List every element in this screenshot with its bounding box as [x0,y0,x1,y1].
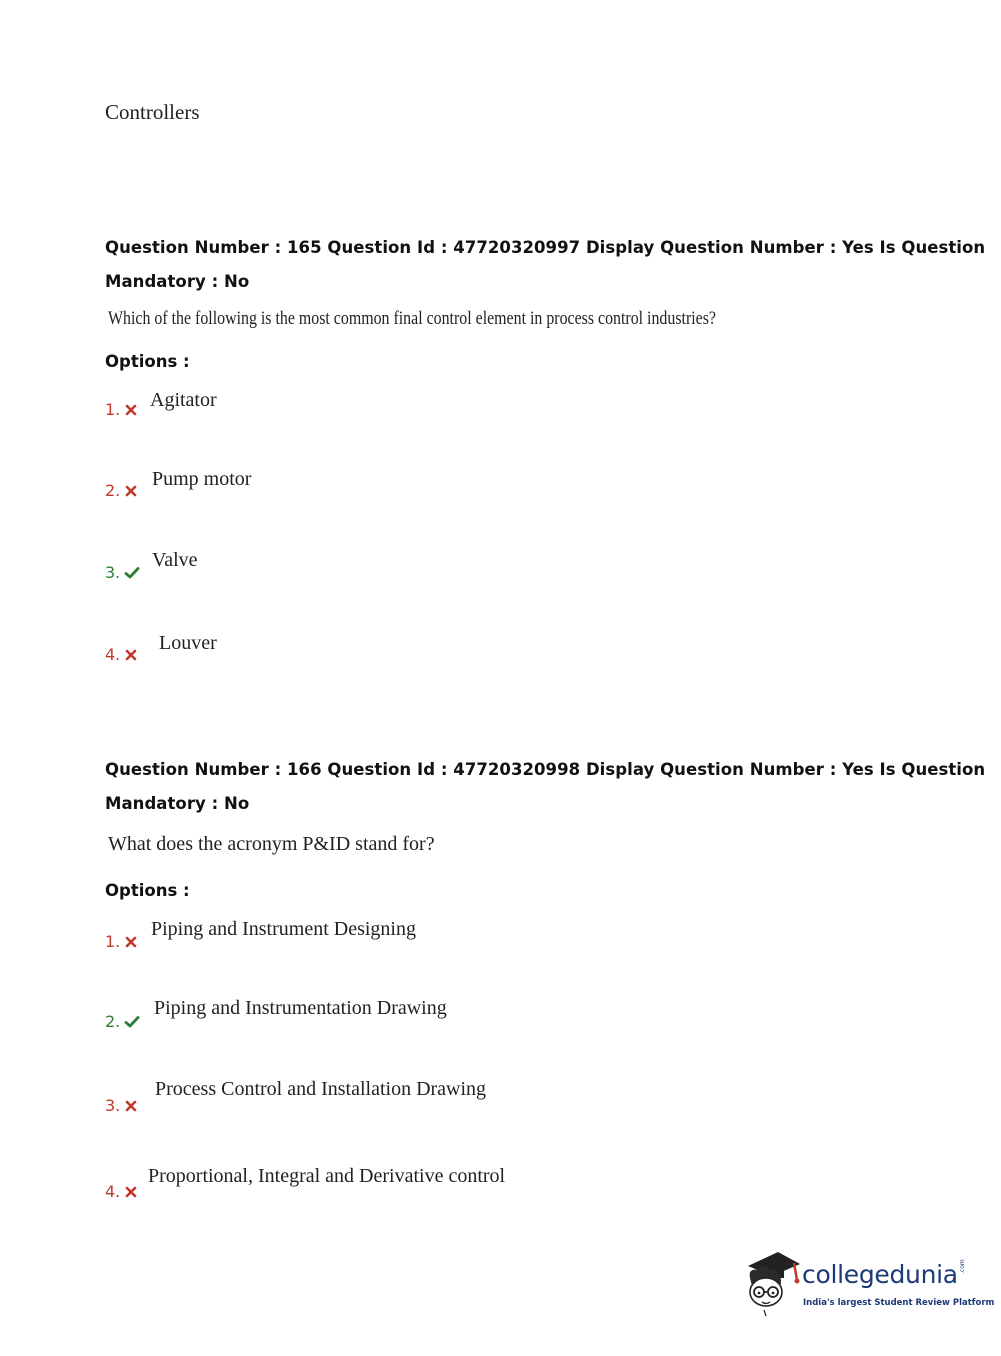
option-number [105,481,138,500]
option-number-label: 4. [105,1182,121,1201]
question-text: What does the acronym P&ID stand for? [108,833,435,855]
option-number-label: 2. [105,481,121,500]
option-number [105,1012,138,1031]
option-number-label: 1. [105,932,121,951]
cross-icon [124,935,138,949]
option-number-label: 3. [105,1096,121,1115]
option-text: Valve [152,549,198,571]
option-number [105,645,138,664]
option-text: Process Control and Installation Drawing [155,1078,487,1100]
options-label: Options : [105,881,190,900]
option-text: Proportional, Integral and Derivative control [148,1165,506,1187]
question-header-line1: Question Number : 166 Question Id : 47720320998 Display Question Number : Yes Is Question [105,760,986,779]
logo-tagline: India's largest Student Review Platform [803,1298,995,1308]
cross-icon [124,403,138,417]
option-number-label: 3. [105,563,121,582]
question-header-line2: Mandatory : No [105,794,250,813]
question-header-line2: Mandatory : No [105,272,250,291]
option-text: Agitator [150,389,217,411]
section-title: Controllers [105,100,200,124]
option-number-label: 1. [105,400,121,419]
option-text: Piping and Instrument Designing [151,918,416,940]
question-header-line1: Question Number : 165 Question Id : 47720320997 Display Question Number : Yes Is Question [105,238,986,257]
check-icon [124,1015,138,1029]
option-number-label: 4. [105,645,121,664]
option-number [105,563,138,582]
cross-icon [124,648,138,662]
option-number [105,932,138,951]
cross-icon [124,1099,138,1113]
logo-wordmark: collegedunia [802,1260,958,1289]
check-icon [124,566,138,580]
option-number [105,1182,138,1201]
collegedunia-logo[interactable] [742,1248,995,1318]
question-text: Which of the following is the most common final control element in process control industries? [108,309,716,329]
option-number-label: 2. [105,1012,121,1031]
option-text: Piping and Instrumentation Drawing [154,997,447,1019]
option-text: Pump motor [152,468,252,490]
logo-suffix: .com [959,1259,966,1274]
mascot-icon [742,1248,802,1320]
cross-icon [124,1185,138,1199]
option-text: Louver [159,632,217,654]
option-number [105,400,138,419]
cross-icon [124,484,138,498]
option-number [105,1096,138,1115]
options-label: Options : [105,352,190,371]
